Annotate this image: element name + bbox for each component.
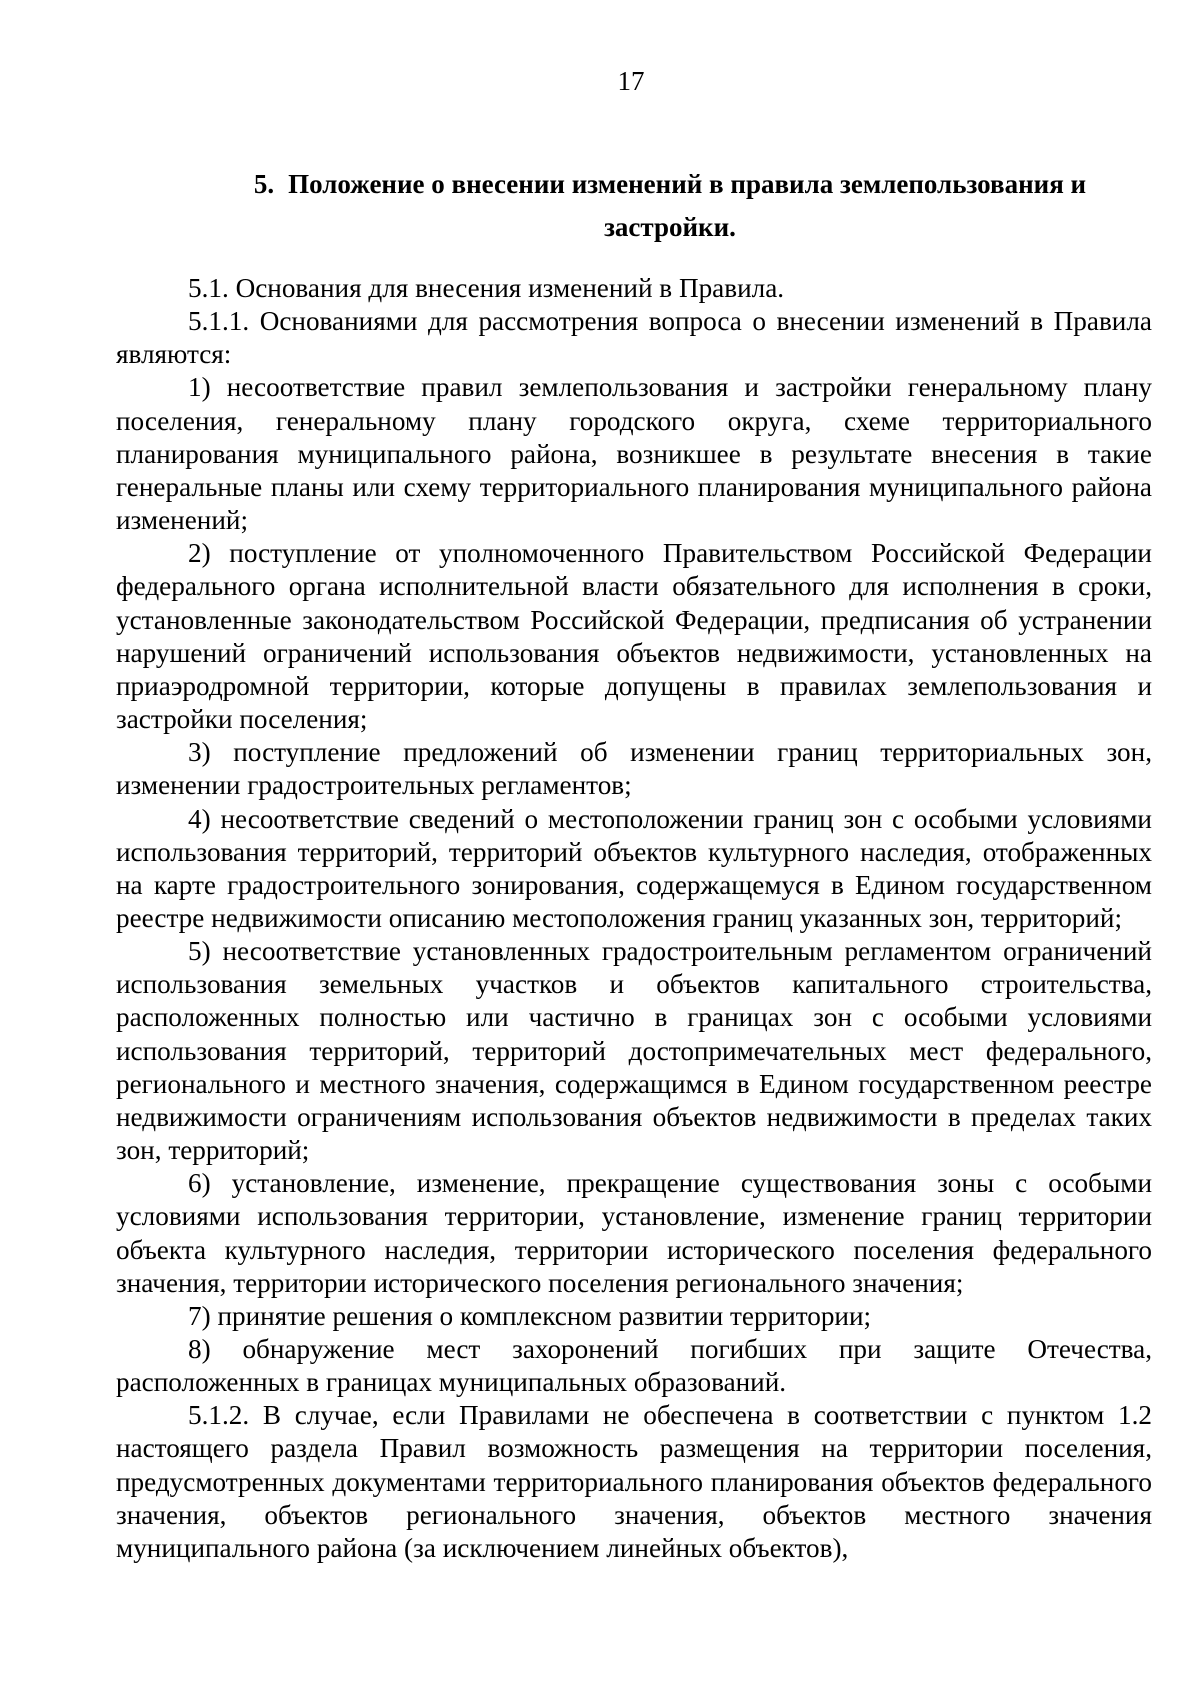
list-item-4: 4) несоответствие сведений о местоположении границ зон с особыми условиями использования территорий, территорий объектов культурного наследия, отображенных на карте градостроительного зонирования, содержащемуся в Едином государственном реестре недвижимости описанию местоположения границ указанных зон, территорий;	[116, 803, 1152, 933]
list-item-1: 1) несоответствие правил землепользования и застройки генеральному плану поселения, генеральному плану городского округа, схеме территориального планирования муниципального района, возникшее в результате внесения в такие генеральные планы или схему территориального планирования муниципального района изменений;	[116, 372, 1152, 536]
section-number: 5.	[253, 169, 275, 199]
document-body	[116, 272, 1152, 1565]
list-item-3: 3) поступление предложений об изменении границ территориальных зон, изменении градостроительных регламентов;	[116, 737, 1152, 801]
paragraph-5-1-1: 5.1.1. Основаниями для рассмотрения вопроса о внесении изменений в Правила являются:	[116, 306, 1152, 370]
list-item-6: 6) установление, изменение, прекращение существования зоны с особыми условиями использования территории, установление, изменение границ территории объекта культурного наследия, территории исторического поселения федерального значения, территории исторического поселения регионального значения;	[116, 1168, 1152, 1298]
section-title: Положение о внесении изменений в правила землепользования и застройки.	[288, 169, 1087, 242]
list-item-2: 2) поступление от уполномоченного Правительством Российской Федерации федерального органа исполнительной власти обязательного для исполнения в сроки, установленные законодательством Российской Федерации, предписания об устранении нарушений ограничений использования объектов недвижимости, установленных на приаэродромной территории, которые допущены в правилах землепользования и застройки поселения;	[116, 538, 1152, 735]
section-heading	[190, 163, 1150, 249]
paragraph-5-1: 5.1. Основания для внесения изменений в Правила.	[188, 273, 785, 303]
list-item-8: 8) обнаружение мест захоронений погибших при защите Отечества, расположенных в границах муниципальных образований.	[116, 1334, 1152, 1398]
page-number: 17	[617, 66, 645, 96]
paragraph-5-1-2: 5.1.2. В случае, если Правилами не обеспечена в соответствии с пунктом 1.2 настоящего раздела Правил возможность размещения на территории поселения, предусмотренных документами территориального планирования объектов федерального значения, объектов регионального значения, объектов местного значения муниципального района (за исключением линейных объектов),	[116, 1400, 1152, 1563]
list-item-7: 7) принятие решения о комплексном развитии территории;	[188, 1300, 872, 1331]
list-item-5: 5) несоответствие установленных градостроительным регламентом ограничений использования земельных участков и объектов капитального строительства, расположенных полностью или частично в границах зон с особыми условиями использования территорий, территорий достопримечательных мест федерального, регионального и местного значения, содержащимся в Едином государственном реестре недвижимости ограничениям использования объектов недвижимости в пределах таких зон, территорий;	[116, 936, 1152, 1166]
